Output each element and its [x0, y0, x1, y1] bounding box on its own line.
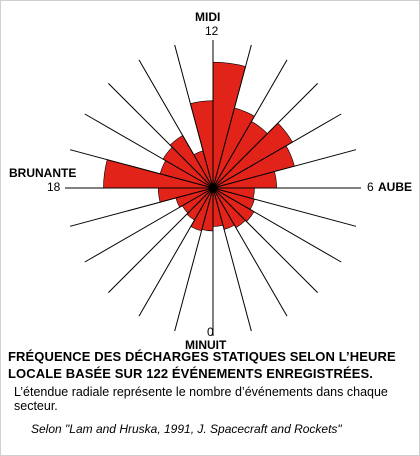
tick-label-0: 0: [207, 325, 214, 339]
spoke-hour-21: [108, 188, 213, 293]
caption-line-2: LOCALE BASÉE SUR 122 ÉVÉNEMENTS ENREGISTRÉES.: [8, 366, 373, 381]
label-minuit: MINUIT: [185, 338, 227, 352]
spoke-group: [65, 40, 361, 336]
note-text: L’étendue radiale représente le nombre d’événements dans chaque secteur.: [14, 385, 388, 413]
wedge-group: [103, 62, 294, 231]
label-aube: AUBE: [378, 180, 413, 194]
tick-label-6: 6: [367, 180, 374, 194]
caption-line-1: FRÉQUENCE DES DÉCHARGES STATIQUES SELON L’HEURE: [8, 349, 396, 364]
spoke-hour-22: [139, 188, 213, 316]
tick-label-12: 12: [205, 24, 219, 38]
spoke-hour-3: [213, 188, 318, 293]
caption: [8, 348, 418, 382]
tick-label-18: 18: [47, 180, 61, 194]
label-midi: MIDI: [195, 10, 221, 24]
source-citation: Selon "Lam and Hruska, 1991, J. Spacecraft and Rockets": [31, 422, 342, 436]
label-brunante: BRUNANTE: [9, 166, 77, 180]
